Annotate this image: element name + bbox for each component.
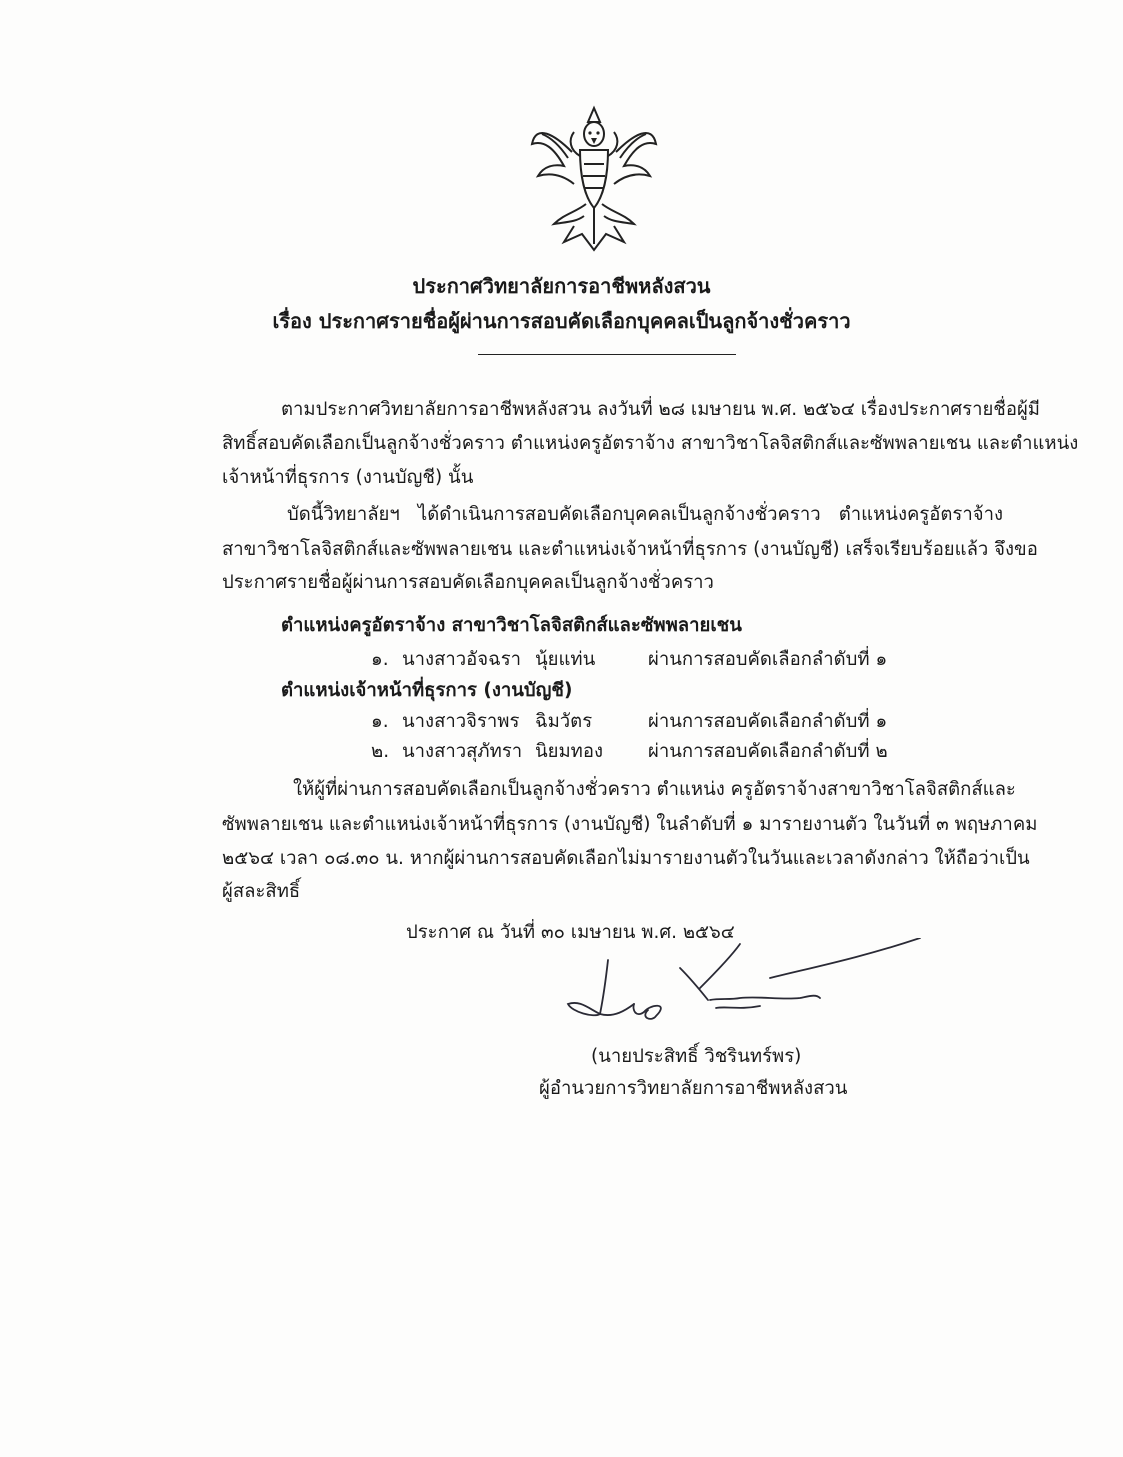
- para2-line2: สาขาวิชาโลจิสติกส์และซัพพลายเชน และตำแหน่งเจ้าหน้าที่ธุรการ (งานบัญชี) เสร็จเรียบร้อยแล้ว จึงขอ: [222, 539, 1038, 560]
- para3-line3: ๒๕๖๔ เวลา ๐๘.๓๐ น. หากผู้ผ่านการสอบคัดเลือกไม่มารายงานตัวในวันและเวลาดังกล่าว ให้ถือว่าเป็น: [222, 848, 1030, 869]
- para3-line4: ผู้สละสิทธิ์: [222, 881, 301, 902]
- title-divider: [478, 354, 736, 355]
- row-result: ผ่านการสอบคัดเลือกลำดับที่ ๑: [648, 711, 888, 732]
- row-name: นางสาวอัจฉรา: [402, 649, 522, 670]
- para3-line2: ซัพพลายเชน และตำแหน่งเจ้าหน้าที่ธุรการ (งานบัญชี) ในลำดับที่ ๑ มารายงานตัว ในวันที่ ๓ พฤษภาคม: [222, 814, 1038, 835]
- garuda-emblem-icon: [524, 104, 664, 254]
- para1-line3: เจ้าหน้าที่ธุรการ (งานบัญชี) นั้น: [222, 467, 474, 488]
- section1-heading: ตำแหน่งครูอัตราจ้าง สาขาวิชาโลจิสติกส์และซัพพลายเชน: [281, 615, 742, 636]
- row-result: ผ่านการสอบคัดเลือกลำดับที่ ๒: [648, 741, 888, 762]
- row-surname: นิยมทอง: [535, 741, 604, 762]
- row-result: ผ่านการสอบคัดเลือกลำดับที่ ๑: [648, 649, 888, 670]
- row-number: ๑.: [371, 649, 389, 670]
- para1-line1: ตามประกาศวิทยาลัยการอาชีพหลังสวน ลงวันที่ ๒๘ เมษายน พ.ศ. ๒๕๖๔ เรื่องประกาศรายชื่อผู้มี: [281, 399, 1040, 420]
- row-number: ๑.: [371, 711, 389, 732]
- announce-date: ประกาศ ณ วันที่ ๓๐ เมษายน พ.ศ. ๒๕๖๔: [406, 922, 735, 943]
- para3-line1: ให้ผู้ที่ผ่านการสอบคัดเลือกเป็นลูกจ้างชั่วคราว ตำแหน่ง ครูอัตราจ้างสาขาวิชาโลจิสติกส์และ: [293, 779, 1016, 800]
- row-name: นางสาวจิราพร: [402, 711, 520, 732]
- row-name: นางสาวสุภัทรา: [402, 741, 523, 762]
- row-number: ๒.: [371, 741, 390, 762]
- signer-title: ผู้อำนวยการวิทยาลัยการอาชีพหลังสวน: [539, 1078, 848, 1099]
- signer-name: (นายประสิทธิ์ วิชรินทร์พร): [591, 1046, 802, 1067]
- section2-heading: ตำแหน่งเจ้าหน้าที่ธุรการ (งานบัญชี): [281, 680, 573, 701]
- row-surname: นุ้ยแท่น: [535, 649, 596, 670]
- signature-image: [560, 938, 930, 1038]
- announcement-title: ประกาศวิทยาลัยการอาชีพหลังสวน: [412, 274, 711, 298]
- announcement-subject: เรื่อง ประกาศรายชื่อผู้ผ่านการสอบคัดเลือกบุคคลเป็นลูกจ้างชั่วคราว: [272, 309, 851, 333]
- para2-line3: ประกาศรายชื่อผู้ผ่านการสอบคัดเลือกบุคคลเป็นลูกจ้างชั่วคราว: [222, 572, 714, 593]
- para1-line2: สิทธิ์สอบคัดเลือกเป็นลูกจ้างชั่วคราว ตำแหน่งครูอัตราจ้าง สาขาวิชาโลจิสติกส์และซัพพลายเชน และตำแหน่ง: [222, 433, 1079, 454]
- row-surname: ฉิมวัตร: [535, 711, 593, 732]
- para2-line1: บัดนี้วิทยาลัยฯ ได้ดำเนินการสอบคัดเลือกบุคคลเป็นลูกจ้างชั่วคราว ตำแหน่งครูอัตราจ้าง: [287, 504, 1003, 525]
